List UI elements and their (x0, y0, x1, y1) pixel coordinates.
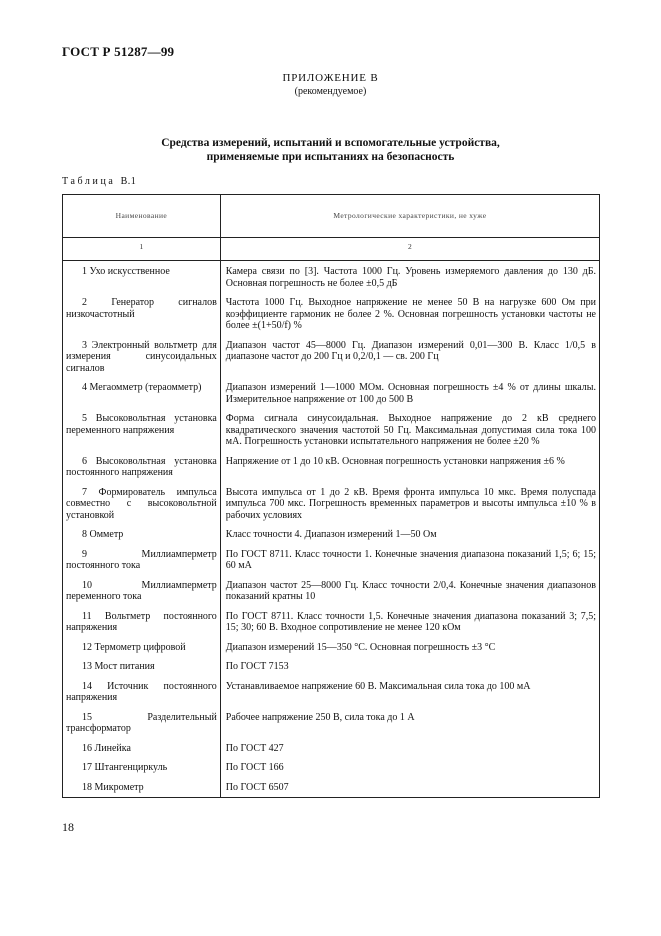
table-row (63, 740, 600, 760)
table-row (63, 261, 600, 295)
column-number-2: 2 (220, 238, 599, 261)
table-row (63, 337, 600, 380)
column-number-1: 1 (63, 238, 221, 261)
instrument-name-text: 15 Разделительный трансформатор (66, 711, 217, 734)
table-row (63, 577, 600, 608)
instrument-name-text: 3 Электронный вольтметр для измерения синусоидальных сигналов (66, 339, 217, 374)
table-row (63, 678, 600, 709)
instrument-characteristics: Диапазон измерений 1—1000 МОм. Основная погрешность ±4 % от длины шкалы. Измерительное напряжение от 100 до 500 В (220, 379, 599, 410)
instrument-characteristics: Напряжение от 1 до 10 кВ. Основная погрешность установки напряжения ±6 % (220, 453, 599, 484)
table-caption-number: В.1 (120, 176, 137, 187)
table-row (63, 779, 600, 798)
instrument-name-text: 18 Микрометр (82, 781, 144, 793)
table-row (63, 453, 600, 484)
table-row (63, 410, 600, 453)
table-row (63, 484, 600, 527)
instrument-name-text: 10 Миллиамперметр переменного тока (66, 579, 217, 602)
table-caption-label: Таблица (62, 176, 116, 187)
instrument-name (63, 639, 221, 659)
table-row (63, 294, 600, 337)
instrument-characteristics: Форма сигнала синусоидальная. Выходное напряжение до 2 кВ среднего квадратического значения частотой 50 Гц. Максимальная допустимая сила тока 100 мА. Погрешность установки испытательного напряжения не более ±20 % (220, 410, 599, 453)
instrument-name-text: 12 Термометр цифровой (82, 641, 186, 653)
instrument-name-text: 2 Генератор сигналов низкочастотный (66, 297, 217, 320)
table-row (63, 526, 600, 546)
instrument-characteristics: Камера связи по [3]. Частота 1000 Гц. Уровень измеряемого давления до 130 дБ. Основная погрешность не более ±0,5 дБ (220, 261, 599, 295)
instrument-name (63, 709, 221, 740)
instrument-name (63, 526, 221, 546)
instrument-name (63, 410, 221, 453)
instrument-name (63, 379, 221, 410)
instrument-name (63, 546, 221, 577)
table-row (63, 658, 600, 678)
instrument-name (63, 658, 221, 678)
instrument-characteristics: По ГОСТ 8711. Класс точности 1. Конечные значения диапазона показаний 1,5; 6; 15; 60 мА (220, 546, 599, 577)
header-characteristics: Метрологические характеристики, не хуже (220, 195, 599, 238)
instrument-name (63, 261, 221, 295)
section-title-line-2: применяемые при испытаниях на безопасность (206, 151, 455, 163)
instrument-name (63, 484, 221, 527)
annex-subtitle: (рекомендуемое) (294, 86, 367, 97)
table-row (63, 639, 600, 659)
instrument-characteristics: По ГОСТ 427 (220, 740, 599, 760)
instrument-characteristics: Класс точности 4. Диапазон измерений 1—50 Ом (220, 526, 599, 546)
instrument-name-text: 6 Высоковольтная установка постоянного напряжения (66, 455, 217, 478)
instrument-characteristics: По ГОСТ 8711. Класс точности 1,5. Конечные значения диапазона показаний 3; 7,5; 15; 30; 60 В. Входное сопротивление не менее 120 кОм (220, 608, 599, 639)
table-row (63, 546, 600, 577)
instrument-name (63, 577, 221, 608)
instrument-characteristics: Диапазон измерений 15—350 °С. Основная погрешность ±3 °С (220, 639, 599, 659)
table-row (63, 709, 600, 740)
instrument-characteristics: Диапазон частот 25—8000 Гц. Класс точности 2/0,4. Конечные значения диапазонов показаний кратны 10 (220, 577, 599, 608)
instrument-characteristics: Высота импульса от 1 до 2 кВ. Время фронта импульса 10 мкс. Время полуспада импульса 700 мкс. Погрешность временных параметров и высоты импульса ±10 % в рабочих условиях (220, 484, 599, 527)
instrument-characteristics: По ГОСТ 166 (220, 759, 599, 779)
instrument-name (63, 337, 221, 380)
table-row (63, 759, 600, 779)
instrument-characteristics: По ГОСТ 7153 (220, 658, 599, 678)
instrument-characteristics: Устанавливаемое напряжение 60 В. Максимальная сила тока до 100 мА (220, 678, 599, 709)
instrument-name-text: 14 Источник постоянного напряжения (66, 680, 217, 703)
instrument-name-text: 9 Миллиамперметр постоянного тока (66, 548, 217, 571)
instrument-name (63, 678, 221, 709)
instrument-name-text: 7 Формирователь импульса совместно с высоковольтной установкой (66, 486, 217, 521)
instrument-name (63, 740, 221, 760)
instrument-characteristics: Рабочее напряжение 250 В, сила тока до 1 А (220, 709, 599, 740)
instrument-characteristics: Диапазон частот 45—8000 Гц. Диапазон измерений 0,01—300 В. Класс 1/0,5 в диапазоне частот до 200 Гц и 0,2/0,1 — св. 200 Гц (220, 337, 599, 380)
instrument-name-text: 1 Ухо искусственное (82, 266, 170, 277)
instrument-name (63, 779, 221, 798)
page-number: 18 (62, 820, 74, 834)
section-title (0, 136, 661, 164)
instrument-name-text: 5 Высоковольтная установка переменного напряжения (66, 413, 217, 436)
instruments-table (62, 194, 600, 798)
instrument-name-text: 4 Мегаомметр (тераомметр) (82, 382, 202, 393)
instrument-name (63, 453, 221, 484)
table-row (63, 608, 600, 639)
instrument-name-text: 16 Линейка (82, 742, 131, 754)
instrument-name (63, 759, 221, 779)
section-title-line-1: Средства измерений, испытаний и вспомогательные устройства, (161, 137, 500, 149)
annex-title: ПРИЛОЖЕНИЕ В (282, 72, 379, 84)
document-id: ГОСТ Р 51287—99 (62, 44, 175, 59)
instrument-name-text: 8 Омметр (82, 529, 124, 540)
table-row (63, 379, 600, 410)
instrument-characteristics: Частота 1000 Гц. Выходное напряжение не менее 50 В на нагрузке 600 Ом при коэффициенте гармоник не более 2 %. Основная погрешность установки частоты не более ±(1+50/f) % (220, 294, 599, 337)
instrument-name (63, 294, 221, 337)
instrument-name-text: 13 Мост питания (82, 661, 155, 672)
instrument-name (63, 608, 221, 639)
header-name: Наименование (63, 195, 221, 238)
instrument-name-text: 17 Штангенциркуль (82, 762, 168, 773)
instrument-name-text: 11 Вольтметр постоянного напряжения (66, 610, 217, 633)
table-body (63, 261, 600, 798)
instrument-characteristics: По ГОСТ 6507 (220, 779, 599, 798)
table-caption (62, 176, 136, 187)
